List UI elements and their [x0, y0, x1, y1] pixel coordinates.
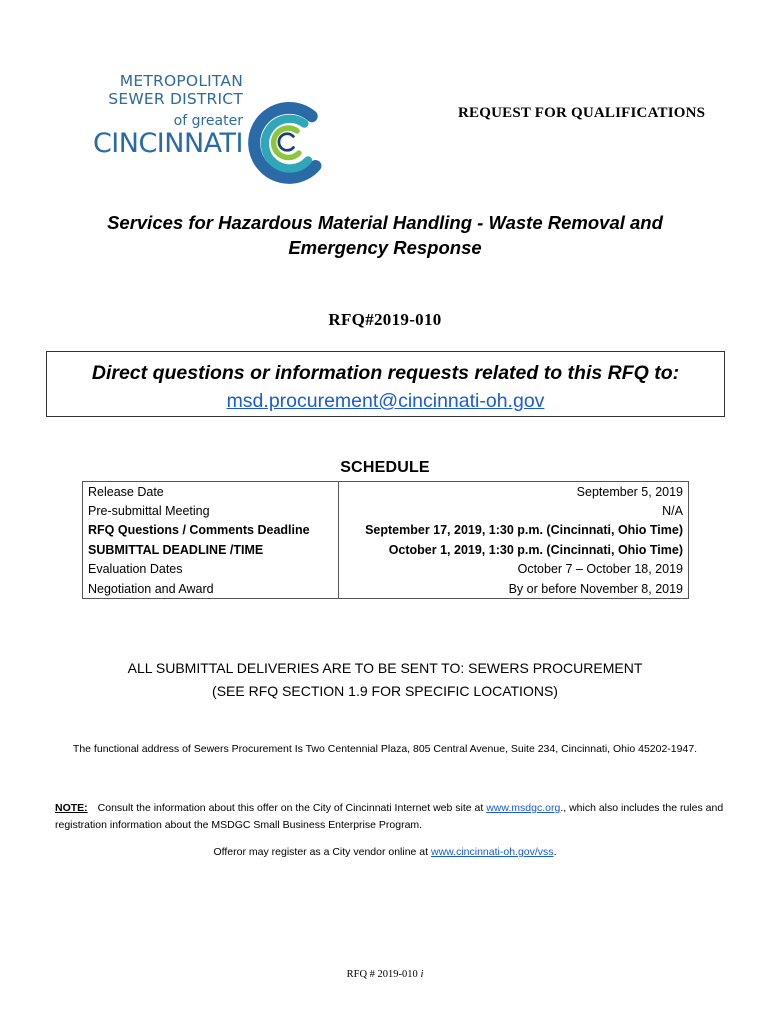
logo-wordmark	[68, 72, 243, 158]
msd-logo	[68, 72, 333, 187]
schedule-event: SUBMITTAL DEADLINE /TIME	[83, 540, 339, 560]
schedule-row	[83, 521, 689, 541]
note-label: NOTE:	[55, 802, 88, 814]
schedule-row	[83, 540, 689, 560]
footer-page-number: i	[420, 969, 424, 980]
logo-line-sewer-district: SEWER DISTRICT	[108, 90, 243, 108]
schedule-date: By or before November 8, 2019	[339, 579, 689, 599]
note-text-2: ., which also includes the rules and registration information about the MSDGC Small Business Enterprise Program.	[55, 802, 724, 831]
schedule-event: Release Date	[83, 482, 339, 502]
functional-address: The functional address of Sewers Procurement Is Two Centennial Plaza, 805 Central Avenue, Suite 234, Cincinnati, Ohio 45202-1947.	[72, 743, 698, 755]
deliveries-line-2: (SEE RFQ SECTION 1.9 FOR SPECIFIC LOCATIONS)	[212, 683, 558, 699]
logo-line-cincinnati: CINCINNATI	[92, 128, 243, 159]
contact-prompt: Direct questions or information requests related to this RFQ to:	[91, 362, 680, 384]
schedule-row	[83, 579, 689, 599]
schedule-event: Negotiation and Award	[83, 579, 339, 599]
schedule-date: October 7 – October 18, 2019	[339, 560, 689, 580]
schedule-date: September 5, 2019	[339, 482, 689, 502]
schedule-date: October 1, 2019, 1:30 p.m. (Cincinnati, Ohio Time)	[339, 540, 689, 560]
contact-email-link[interactable]: msd.procurement@cincinnati-oh.gov	[226, 390, 545, 412]
register-text: Offeror may register as a City vendor online at	[213, 846, 431, 858]
footer-label: RFQ # 2019-010	[346, 969, 421, 980]
vendor-registration	[0, 846, 770, 858]
document-type-heading: REQUEST FOR QUALIFICATIONS	[458, 105, 706, 121]
schedule-date: September 17, 2019, 1:30 p.m. (Cincinnati, Ohio Time)	[339, 521, 689, 541]
contact-box	[46, 351, 725, 417]
document-title	[40, 210, 730, 260]
schedule-event: Evaluation Dates	[83, 560, 339, 580]
schedule-event: RFQ Questions / Comments Deadline	[83, 521, 339, 541]
schedule-date: N/A	[339, 501, 689, 521]
deliveries-instructions	[0, 657, 770, 703]
title-line-2: Emergency Response	[288, 237, 482, 258]
note-paragraph	[55, 800, 735, 834]
rfq-number: RFQ#2019-010	[328, 310, 442, 329]
schedule-event: Pre-submittal Meeting	[83, 501, 339, 521]
logo-line-of-greater: of greater	[173, 113, 243, 129]
schedule-heading: SCHEDULE	[340, 459, 430, 476]
title-line-1: Services for Hazardous Material Handling - Waste Removal and	[107, 212, 663, 233]
schedule-row	[83, 482, 689, 502]
logo-c-mark-icon	[240, 96, 332, 188]
schedule-table	[82, 481, 689, 599]
msdgc-website-link[interactable]: www.msdgc.org	[486, 802, 561, 814]
vendor-registration-link[interactable]: www.cincinnati-oh.gov/vss	[431, 846, 554, 858]
schedule-row	[83, 501, 689, 521]
deliveries-line-1: ALL SUBMITTAL DELIVERIES ARE TO BE SENT TO: SEWERS PROCUREMENT	[127, 660, 643, 676]
note-text-1: Consult the information about this offer on the City of Cincinnati Internet web site at	[97, 802, 487, 814]
register-end: .	[553, 846, 557, 858]
page-footer	[0, 969, 770, 980]
schedule-row	[83, 560, 689, 580]
logo-line-metropolitan: METROPOLITAN	[119, 72, 243, 90]
